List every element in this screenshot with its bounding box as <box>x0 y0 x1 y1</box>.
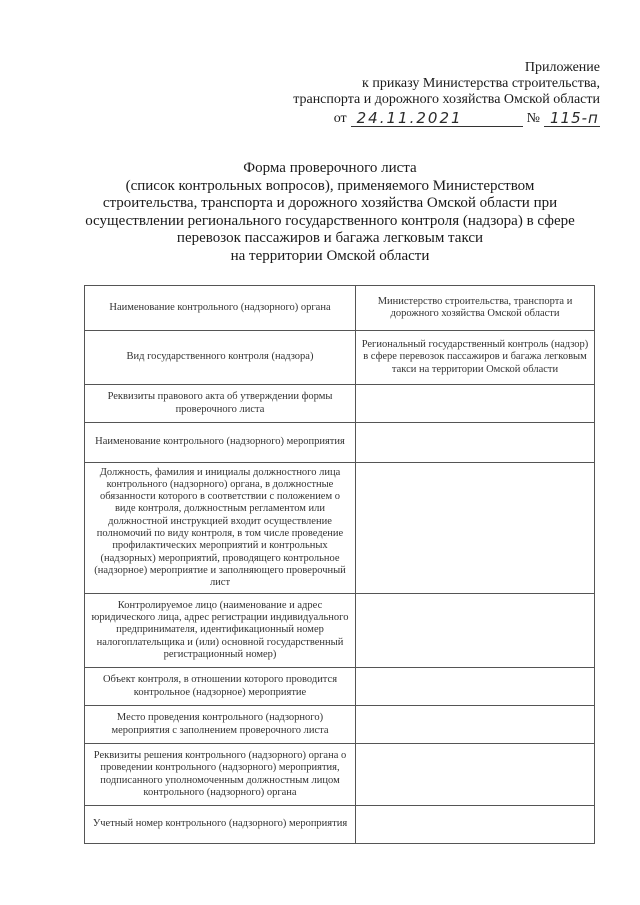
row-label: Реквизиты правового акта об утверждении формы проверочного листа <box>85 385 356 423</box>
title-line: осуществлении регионального государственного контроля (надзора) в сфере <box>85 212 575 229</box>
row-value <box>356 806 595 844</box>
form-title <box>60 160 600 265</box>
checklist-details-table <box>84 285 595 844</box>
date-number-line <box>293 110 600 127</box>
order-reference-line: к приказу Министерства строительства, <box>362 76 600 91</box>
date-prefix: от <box>333 111 347 126</box>
row-value <box>356 423 595 463</box>
row-value <box>356 463 595 594</box>
row-value: Министерство строительства, транспорта и дорожного хозяйства Омской области <box>356 286 595 331</box>
appendix-label: Приложение <box>524 60 600 75</box>
title-line: Форма проверочного листа <box>243 160 417 176</box>
handwritten-number: 115-п <box>544 110 600 127</box>
row-value <box>356 385 595 423</box>
title-line: (список контрольных вопросов), применяемого Министерством <box>125 177 535 194</box>
row-value <box>356 594 595 668</box>
title-line: строительства, транспорта и дорожного хозяйства Омской области при <box>102 195 558 211</box>
table-row <box>85 423 595 463</box>
handwritten-date: 24.11.2021 <box>351 110 523 127</box>
row-label: Объект контроля, в отношении которого проводится контрольное (надзорное) мероприятие <box>85 668 356 706</box>
row-label: Контролируемое лицо (наименование и адрес юридического лица, адрес регистрации индивидуального предпринимателя, идентификационный номер налогоплательщика и (или) основной государственный регистрационный номер) <box>85 594 356 668</box>
title-line: на территории Омской области <box>230 247 430 264</box>
document-header <box>293 60 600 127</box>
table-row <box>85 385 595 423</box>
title-line: перевозок пассажиров и багажа легковым такси <box>176 230 484 246</box>
table-row <box>85 668 595 706</box>
table-row <box>85 286 595 331</box>
row-label: Вид государственного контроля (надзора) <box>85 331 356 385</box>
row-label: Место проведения контрольного (надзорного) мероприятия с заполнением проверочного листа <box>85 706 356 744</box>
row-label: Наименование контрольного (надзорного) мероприятия <box>85 423 356 463</box>
table-row <box>85 806 595 844</box>
table-row <box>85 744 595 806</box>
table-row <box>85 331 595 385</box>
row-label: Учетный номер контрольного (надзорного) мероприятия <box>85 806 356 844</box>
row-value <box>356 668 595 706</box>
table-row <box>85 463 595 594</box>
row-value: Региональный государственный контроль (надзор) в сфере перевозок пассажиров и багажа легковым такси на территории Омской области <box>356 331 595 385</box>
ministry-line: транспорта и дорожного хозяйства Омской области <box>293 92 600 107</box>
row-label: Наименование контрольного (надзорного) органа <box>85 286 356 331</box>
row-label: Реквизиты решения контрольного (надзорного) органа о проведении контрольного (надзорного) мероприятия, подписанного уполномоченным должностным лицом контрольного (надзорного) органа <box>85 744 356 806</box>
number-prefix: № <box>526 111 540 126</box>
row-value <box>356 706 595 744</box>
table-row <box>85 706 595 744</box>
row-value <box>356 744 595 806</box>
table-row <box>85 594 595 668</box>
row-label: Должность, фамилия и инициалы должностного лица контрольного (надзорного) органа, в должностные обязанности которого в соответствии с положением о виде контроля, должностным регламентом или должностной инструкцией входит осуществление полномочий по виду контроля, в том числе проведение профилактических мероприятий и контрольных (надзорных) мероприятий, проводящего контрольное (надзорное) мероприятие и заполняющего проверочный лист <box>85 463 356 594</box>
